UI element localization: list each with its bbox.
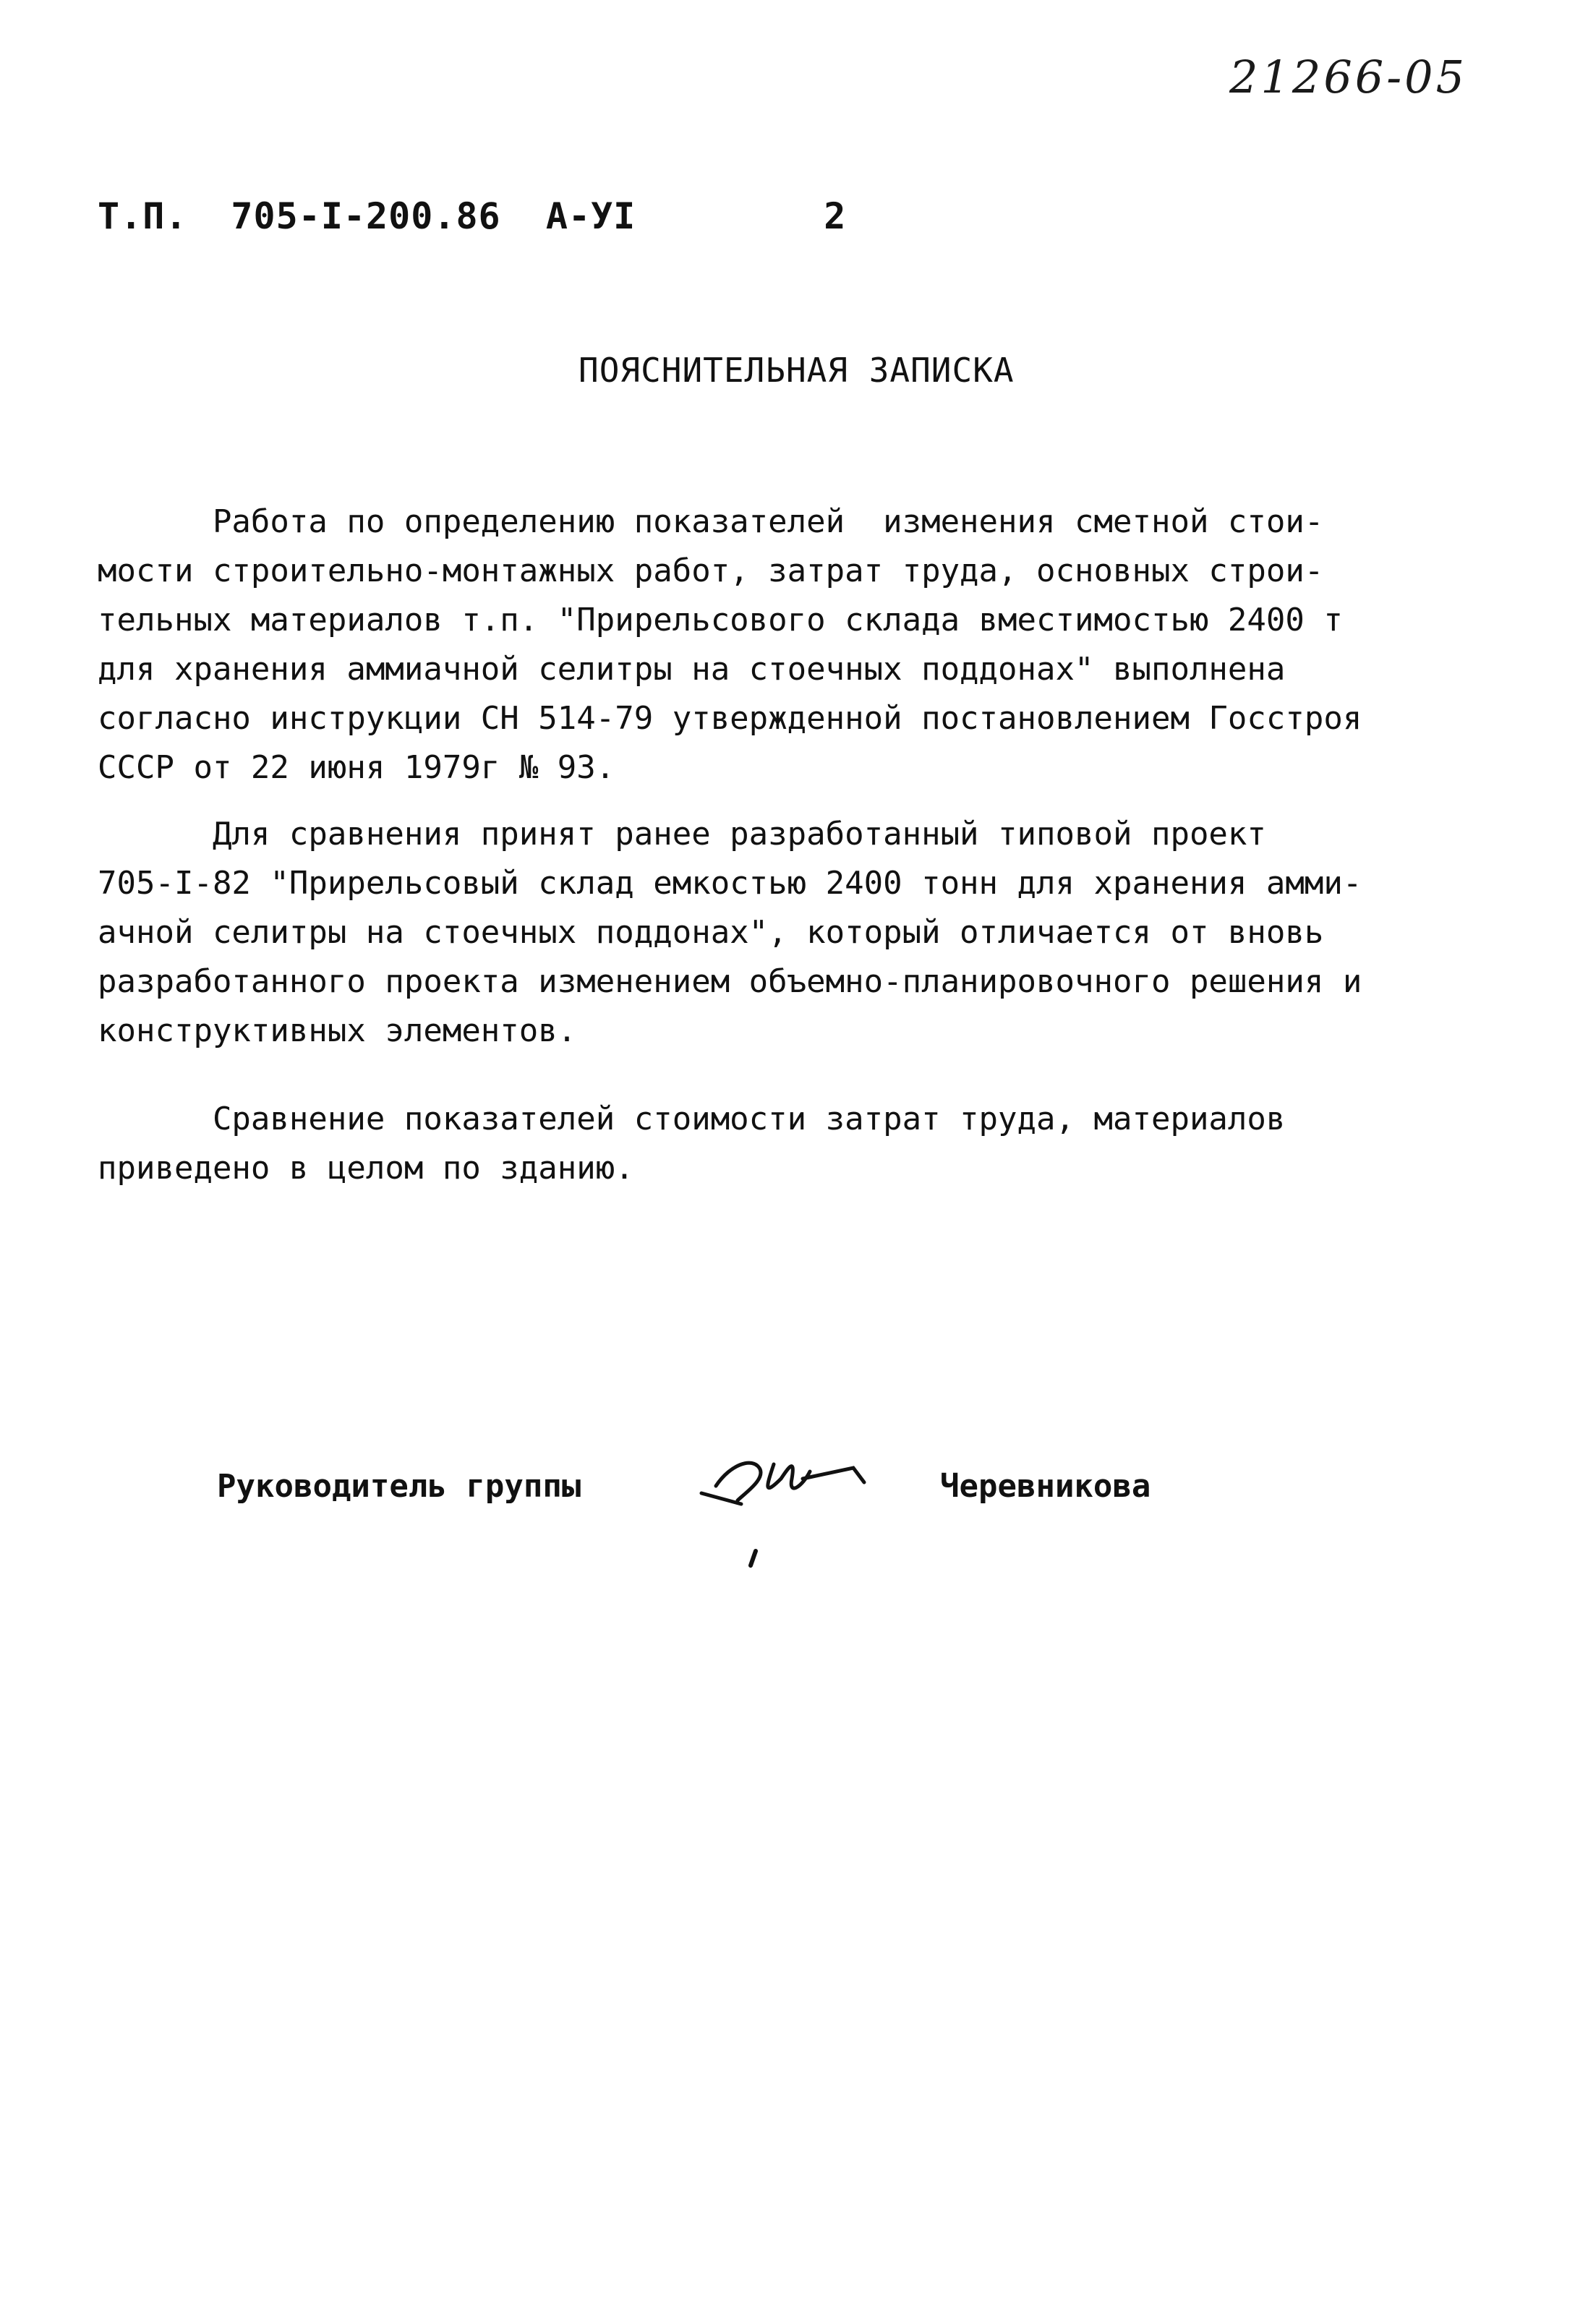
header-prefix: Т.П.	[98, 195, 188, 237]
paragraph-3: Сравнение показателей стоимости затрат труда, материалов приведено в целом по зданию.	[98, 1101, 1286, 1187]
handwritten-signature	[687, 1435, 875, 1573]
document-title: ПОЯСНИТЕЛЬНАЯ ЗАПИСКА	[579, 351, 1015, 390]
archive-number: 21266-05	[1229, 51, 1468, 103]
header-sheet-number: 2	[824, 195, 847, 237]
header-code: 705-I-200.86 А-УI	[231, 195, 636, 237]
signature-role: Руководитель группы	[217, 1468, 581, 1505]
signature-name: Черевникова	[940, 1468, 1151, 1505]
paragraph-1: Работа по определению показателей изменения сметной стои- мости строительно-монтажных работ, затрат труда, основных строи- тельных материалов т.п. "Прирельсового склада вместимостью 2400 т для хранения аммиачной селитры на стоечных поддонах" выполнена согласно инструкции СН 514-79 утвержденной постановлением Госстроя СССР от 22 июня 1979г № 93.	[98, 503, 1362, 786]
paragraph-2: Для сравнения принят ранее разработанный типовой проект 705-I-82 "Прирельсовый склад емкостью 2400 тонн для хранения амми- ачной селитры на стоечных поддонах", который отличается от вновь разработанного проекта изменением объемно-планировочного решения и конструктивных элементов.	[98, 816, 1362, 1049]
document-header	[98, 195, 846, 237]
